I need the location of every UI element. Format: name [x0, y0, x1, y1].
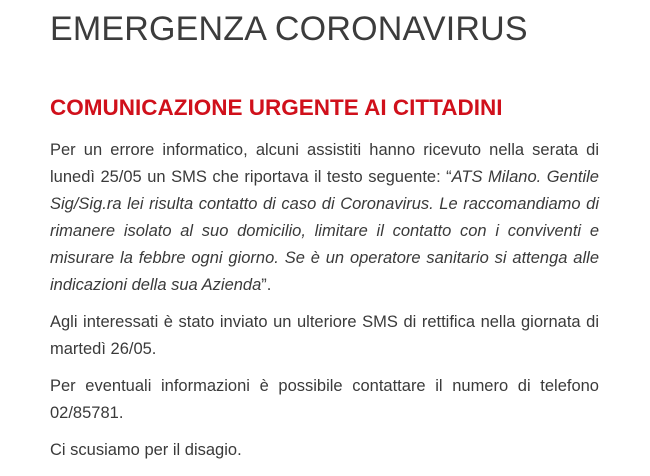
paragraph-rectification: Agli interessati è stato inviato un ulteriore SMS di rettifica nella giornata di martedì 26/05.	[50, 313, 599, 358]
page-title: EMERGENZA CORONAVIRUS	[50, 10, 528, 48]
paragraph-contact: Per eventuali informazioni è possibile contattare il numero di telefono 02/85781.	[50, 377, 599, 422]
paragraph-sms-error	[50, 137, 599, 299]
urgent-notice-heading: COMUNICAZIONE URGENTE AI CITTADINI	[50, 95, 503, 120]
quote-close: ”.	[261, 276, 272, 294]
paragraph-apology: Ci scusiamo per il disagio.	[50, 441, 242, 459]
paragraph-intro: Per un errore informatico, alcuni assistiti hanno ricevuto nella serata di lunedì 25/05 un SMS che riportava il testo seguente: “	[50, 141, 599, 186]
article-body	[50, 137, 599, 474]
sms-quote: ATS Milano. Gentile Sig/Sig.ra lei risulta contatto di caso di Coronavirus. Le raccomandiamo di rimanere isolato al suo domicilio, limitare il contatto con i conviventi e misurare la febbre ogni giorno. Se è un operatore sanitario si attenga alle indicazioni della sua Azienda	[50, 168, 599, 294]
